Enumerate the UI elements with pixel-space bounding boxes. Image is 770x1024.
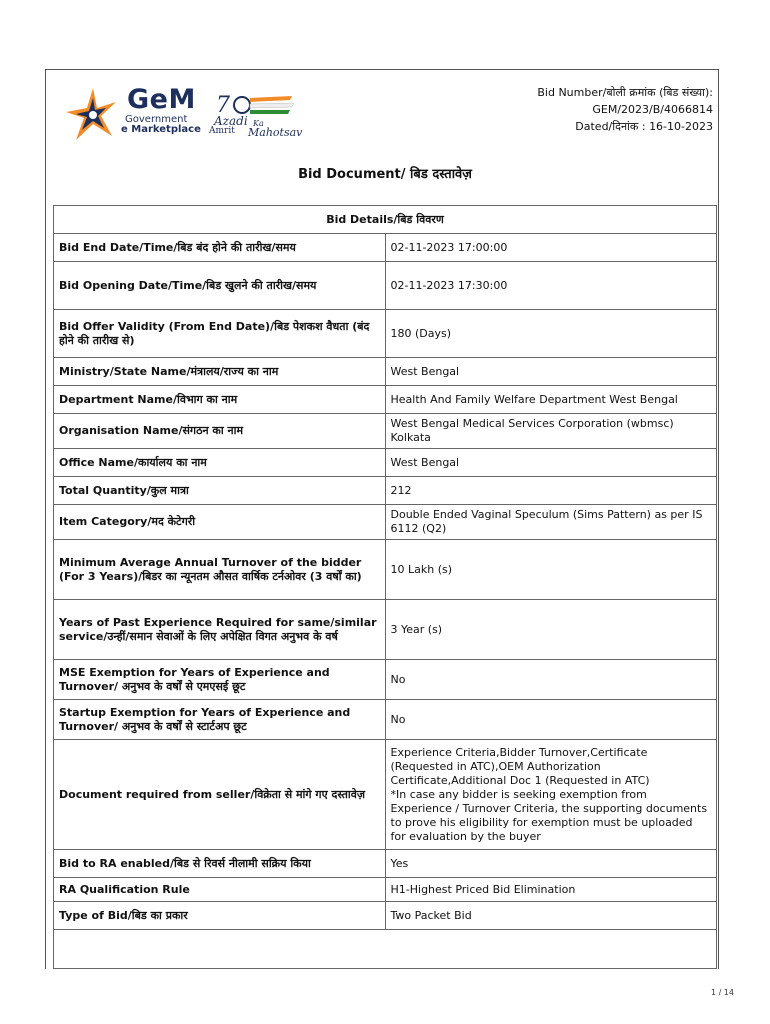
row-value: Yes	[385, 850, 717, 878]
dated-value: 16-10-2023	[649, 120, 713, 133]
row-label: MSE Exemption for Years of Experience and Turnover/ अनुभव के वर्षों से एमएसई छूट	[54, 660, 386, 700]
row-label: Total Quantity/कुल मात्रा	[54, 477, 386, 505]
dated-label: Dated/दिनांक :	[575, 120, 646, 133]
bid-number: GEM/2023/B/4066814	[592, 103, 713, 116]
azadi-ka-amrit-mahotsav-logo	[209, 92, 324, 144]
gem-brand: GeM	[127, 84, 196, 115]
row-label: Startup Exemption for Years of Experience and Turnover/ अनुभव के वर्षों से स्टार्टअप छूट	[54, 700, 386, 740]
table-row	[54, 386, 717, 414]
row-value: West Bengal	[385, 449, 717, 477]
amrit-word: Amrit	[209, 126, 235, 136]
row-label: Department Name/विभाग का नाम	[54, 386, 386, 414]
row-value: 02-11-2023 17:00:00	[385, 234, 717, 262]
row-value: Experience Criteria,Bidder Turnover,Certificate (Requested in ATC),OEM Authorization Certificate,Additional Doc 1 (Requested in ATC) *In case any bidder is seeking exemption from Experience / Turnover Criteria, the supporting documents to prove his eligibility for exemption must be uploaded for evaluation by the buyer	[385, 740, 717, 850]
table-row	[54, 358, 717, 386]
row-label: Type of Bid/बिड का प्रकार	[54, 902, 386, 930]
row-value: No	[385, 700, 717, 740]
row-label: Minimum Average Annual Turnover of the bidder (For 3 Years)/बिडर का न्यूनतम औसत वार्षिक टर्नओवर (3 वर्षों का)	[54, 540, 386, 600]
row-value: 212	[385, 477, 717, 505]
row-value: Two Packet Bid	[385, 902, 717, 930]
row-value: 180 (Days)	[385, 310, 717, 358]
table-row	[54, 540, 717, 600]
row-label: Document required from seller/विक्रेता से मांगे गए दस्तावेज़	[54, 740, 386, 850]
table-body	[54, 234, 717, 969]
table-row-empty	[54, 930, 717, 969]
row-label: Organisation Name/संगठन का नाम	[54, 414, 386, 449]
ka-word: Ka	[253, 119, 264, 128]
gem-logo	[64, 84, 354, 144]
gem-star-icon	[64, 84, 122, 144]
row-label: Ministry/State Name/मंत्रालय/राज्य का नाम	[54, 358, 386, 386]
bid-info	[537, 84, 713, 135]
table-row	[54, 660, 717, 700]
table-row	[54, 310, 717, 358]
row-value: No	[385, 660, 717, 700]
row-value: 3 Year (s)	[385, 600, 717, 660]
row-value: Health And Family Welfare Department West Bengal	[385, 386, 717, 414]
page-number: 1 / 14	[710, 988, 734, 997]
table-row	[54, 700, 717, 740]
row-value: 02-11-2023 17:30:00	[385, 262, 717, 310]
table-heading: Bid Details/बिड विवरण	[54, 206, 717, 234]
row-label: Bid Offer Validity (From End Date)/बिड पेशकश वैधता (बंद होने की तारीख से)	[54, 310, 386, 358]
row-value: H1-Highest Priced Bid Elimination	[385, 878, 717, 902]
row-label: Item Category/मद केटेगरी	[54, 505, 386, 540]
table-row	[54, 902, 717, 930]
table-row	[54, 505, 717, 540]
empty-cell	[54, 930, 717, 969]
table-row	[54, 414, 717, 449]
table-row	[54, 449, 717, 477]
row-label: Bid Opening Date/Time/बिड खुलने की तारीख/समय	[54, 262, 386, 310]
table-row	[54, 740, 717, 850]
row-label: Years of Past Experience Required for same/similar service/उन्हीं/समान सेवाओं के लिए अपेक्षित विगत अनुभव के वर्ष	[54, 600, 386, 660]
gem-sub-emarketplace: e Marketplace	[121, 124, 201, 135]
table-row	[54, 878, 717, 902]
row-value: West Bengal	[385, 358, 717, 386]
table-row	[54, 850, 717, 878]
bid-details-table	[53, 205, 717, 969]
row-label: Bid End Date/Time/बिड बंद होने की तारीख/समय	[54, 234, 386, 262]
row-label: RA Qualification Rule	[54, 878, 386, 902]
row-value: Double Ended Vaginal Speculum (Sims Pattern) as per IS 6112 (Q2)	[385, 505, 717, 540]
row-label: Bid to RA enabled/बिड से रिवर्स नीलामी सक्रिय किया	[54, 850, 386, 878]
row-label: Office Name/कार्यालय का नाम	[54, 449, 386, 477]
bid-number-label: Bid Number/बोली क्रमांक (बिड संख्या):	[537, 86, 713, 99]
table-row	[54, 600, 717, 660]
svg-text:7: 7	[216, 93, 230, 118]
table-row	[54, 262, 717, 310]
gem-sub-government: Government	[125, 114, 188, 125]
azadi-word: Azadi	[214, 114, 248, 128]
row-value: 10 Lakh (s)	[385, 540, 717, 600]
row-value: West Bengal Medical Services Corporation (wbmsc) Kolkata	[385, 414, 717, 449]
table-row	[54, 477, 717, 505]
table-row	[54, 234, 717, 262]
bid-date-line	[537, 118, 713, 135]
mahotsav-word: Mahotsav	[248, 126, 303, 139]
table-heading-row	[54, 206, 717, 234]
document-title: Bid Document/ बिड दस्तावेज़	[298, 167, 472, 182]
